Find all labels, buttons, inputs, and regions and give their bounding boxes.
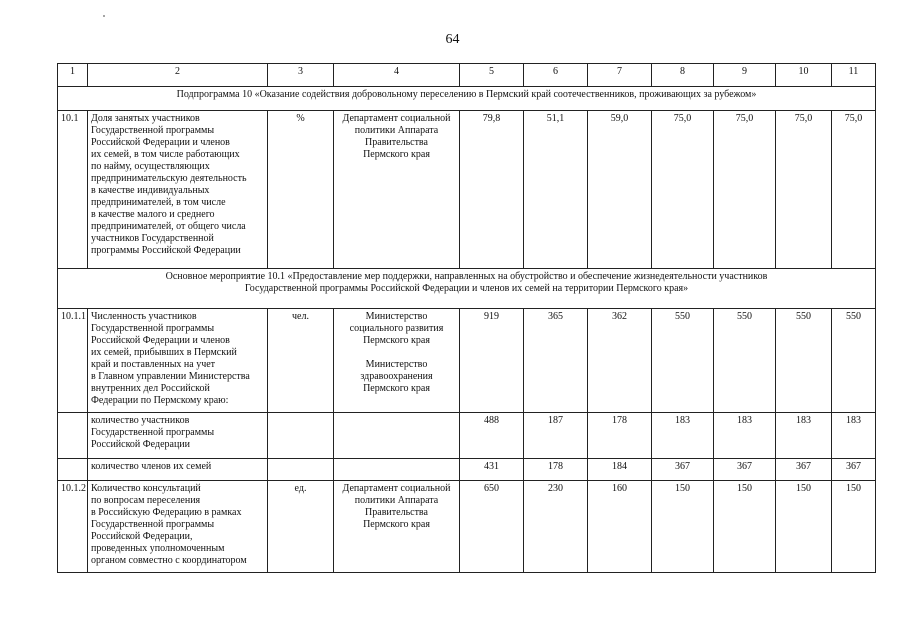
value-cell: 75,0 [652, 111, 714, 269]
executor-cell [334, 413, 460, 459]
executor-cell: Департамент социальной политики Аппарата Правительства Пермского края [334, 481, 460, 573]
executor-cell: Министерство социального развития Пермского края Министерство здравоохранения Пермского края [334, 309, 460, 413]
value-cell: 75,0 [832, 111, 876, 269]
value-cell: 919 [460, 309, 524, 413]
row-code: 10.1.2 [58, 481, 88, 573]
unit-cell: чел. [268, 309, 334, 413]
value-cell: 187 [524, 413, 588, 459]
value-cell: 367 [714, 459, 776, 481]
value-cell: 431 [460, 459, 524, 481]
header-cell: 1 [58, 64, 88, 87]
indicator-name: Доля занятых участников Государственной программы Российской Федерации и членов их семей, в том числе работающих по найму, осуществляющих предпринимательскую деятельность в качестве индивидуальных предпринимателей, в том числе в качестве малого и среднего предпринимателей, от общего числа участников Государственной программы Российской Федерации [88, 111, 268, 269]
scan-speck [103, 15, 105, 17]
header-cell: 11 [832, 64, 876, 87]
value-cell: 183 [832, 413, 876, 459]
header-cell: 9 [714, 64, 776, 87]
measure-title: Основное мероприятие 10.1 «Предоставление мер поддержки, направленных на обустройство и обеспечение жизнедеятельности участников Государственной программы Российской Федерации и членов их семей на территории Пермского края» [58, 269, 876, 309]
value-cell: 75,0 [776, 111, 832, 269]
table-row [58, 481, 876, 573]
subprogram-row [58, 87, 876, 111]
value-cell: 550 [832, 309, 876, 413]
value-cell: 150 [652, 481, 714, 573]
executor-cell [334, 459, 460, 481]
executor-cell: Департамент социальной политики Аппарата Правительства Пермского края [334, 111, 460, 269]
value-cell: 183 [776, 413, 832, 459]
value-cell: 183 [714, 413, 776, 459]
measure-row [58, 269, 876, 309]
header-cell: 3 [268, 64, 334, 87]
value-cell: 488 [460, 413, 524, 459]
table-row [58, 309, 876, 413]
indicator-name: Количество консультаций по вопросам переселения в Российскую Федерацию в рамках Государственной программы Российской Федерации, проведенных уполномоченным органом совместно с координатором [88, 481, 268, 573]
header-row [58, 64, 876, 87]
unit-cell [268, 459, 334, 481]
value-cell: 51,1 [524, 111, 588, 269]
unit-cell [268, 413, 334, 459]
row-code: 10.1.1 [58, 309, 88, 413]
header-cell: 2 [88, 64, 268, 87]
indicator-name: количество участников Государственной программы Российской Федерации [88, 413, 268, 459]
value-cell: 362 [588, 309, 652, 413]
row-code: 10.1 [58, 111, 88, 269]
value-cell: 183 [652, 413, 714, 459]
header-cell: 8 [652, 64, 714, 87]
value-cell: 178 [524, 459, 588, 481]
subprogram-title: Подпрограмма 10 «Оказание содействия добровольному переселению в Пермский край соотечественников, проживающих за рубежом» [58, 87, 876, 111]
unit-cell: % [268, 111, 334, 269]
value-cell: 178 [588, 413, 652, 459]
page-number: 64 [445, 32, 460, 47]
value-cell: 365 [524, 309, 588, 413]
value-cell: 367 [652, 459, 714, 481]
row-code [58, 413, 88, 459]
value-cell: 79,8 [460, 111, 524, 269]
header-cell: 10 [776, 64, 832, 87]
value-cell: 184 [588, 459, 652, 481]
value-cell: 160 [588, 481, 652, 573]
indicator-table [57, 63, 876, 573]
value-cell: 367 [832, 459, 876, 481]
value-cell: 550 [714, 309, 776, 413]
unit-cell: ед. [268, 481, 334, 573]
value-cell: 650 [460, 481, 524, 573]
indicator-name: количество членов их семей [88, 459, 268, 481]
value-cell: 150 [832, 481, 876, 573]
value-cell: 230 [524, 481, 588, 573]
header-cell: 7 [588, 64, 652, 87]
indicator-name: Численность участников Государственной программы Российской Федерации и членов их семей, прибывших в Пермский край и поставленных на учет в Главном управлении Министерства внутренних дел Российской Федерации по Пермскому краю: [88, 309, 268, 413]
value-cell: 367 [776, 459, 832, 481]
header-cell: 6 [524, 64, 588, 87]
value-cell: 550 [776, 309, 832, 413]
header-cell: 5 [460, 64, 524, 87]
value-cell: 150 [714, 481, 776, 573]
value-cell: 550 [652, 309, 714, 413]
value-cell: 59,0 [588, 111, 652, 269]
table-row [58, 413, 876, 459]
header-cell: 4 [334, 64, 460, 87]
table-row [58, 111, 876, 269]
table-row [58, 459, 876, 481]
value-cell: 150 [776, 481, 832, 573]
value-cell: 75,0 [714, 111, 776, 269]
row-code [58, 459, 88, 481]
